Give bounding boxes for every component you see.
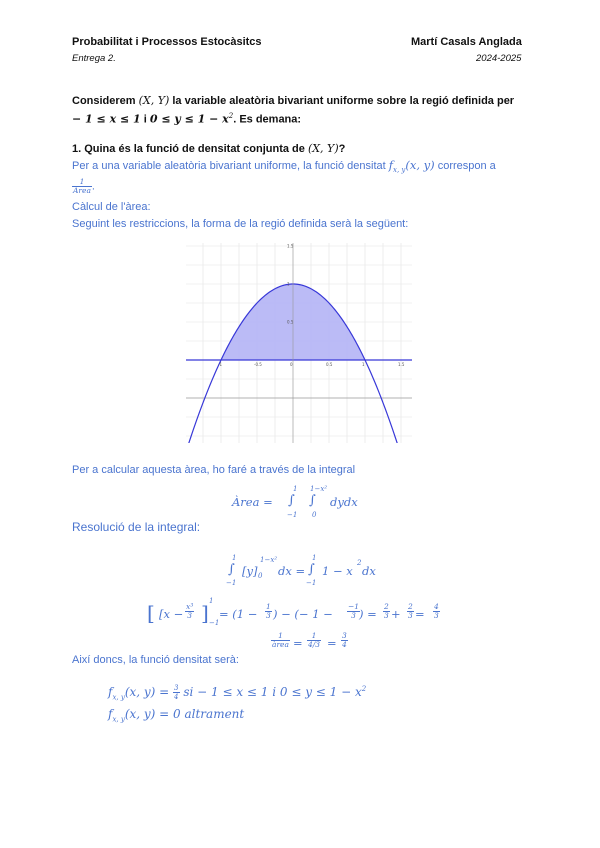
author-name: Martí Casals Anglada xyxy=(411,36,522,48)
course-title: Probabilitat i Processos Estocàsitcs xyxy=(72,36,262,48)
x-tick-label: 0.5 xyxy=(326,362,333,367)
region-plot xyxy=(186,243,412,443)
x-tick-label: 1 xyxy=(362,362,365,367)
integral-intro-text: Per a calcular aquesta àrea, ho faré a través de la integral xyxy=(72,464,356,476)
density-definition-line1: $f_{x, y}(x$, y) = $\frac{3}{4}$ si − 1 ≤ x ≤ 1 i $0 \le y \le 1 - x^2$ xyxy=(108,684,367,702)
inverse-area-equation: 1 àrea = $\frac{1}{4/3}$ = $\frac{3}{4}$ xyxy=(272,631,347,650)
question-1: 1. Quina és la funció de densitat conjunta de (X, Y)? xyxy=(72,142,346,155)
one-over-area-fraction: $\frac{1}{\text{Àrea}}$ . xyxy=(73,177,95,195)
x-tick-label: -0.5 xyxy=(254,362,262,367)
integral-resolution-heading: Resolució de la integral: xyxy=(72,520,201,534)
year-label: 2024-2025 xyxy=(476,53,522,64)
area-integral-equation: Àrea = ∫ 1 −1 ∫ 1−x² 0 dydx xyxy=(232,485,358,519)
problem-statement-line1: Considerem (X, Y) la variable aleatòria bivariant uniforme sobre la regió definida per xyxy=(72,94,515,107)
density-definition-line2: $f_{x, y}(x$, y) = 0 altrament xyxy=(108,707,245,724)
y-tick-label: 0.5 xyxy=(287,319,294,325)
antiderivative-equation: [ [x − $\frac{\text{x³}}{3}$ ] 1 −1 = (1 − $\frac{1}{3}$ ) − (− 1 − $\frac{-1}{3}$ ) = $\frac{2}{3}$ + $\frac{2}{3}$ = $\frac{4}{3}$ xyxy=(147,597,439,627)
y-tick-label: 1.5 xyxy=(287,243,294,249)
density-conclusion-text: Així doncs, la funció densitat serà: xyxy=(72,654,239,666)
y-tick-label: 1 xyxy=(287,281,290,287)
density-intro-text: Per a una variable aleatòria bivariant uniforme, la funció densitat $f_{x, y}(x$, y) correspon a xyxy=(72,158,496,175)
region-shape-text: Seguint les restriccions, la forma de la regió definida serà la següent: xyxy=(72,218,409,230)
delivery-label: Entrega 2. xyxy=(72,53,116,64)
inner-integral-equation: ∫ 1 −1 [y] 0 1−x² dx = ∫ 1 −1 1 − x 2 dx xyxy=(226,554,376,587)
x-tick-label: -1 xyxy=(218,362,222,367)
problem-statement-line2: − 1 ≤ x ≤ 1 i $0 \le y \le 1 - x^2$. Es demana: xyxy=(72,112,302,126)
x-tick-label: 1.5 xyxy=(398,362,405,367)
area-calc-heading: Càlcul de l'àrea: xyxy=(72,201,151,213)
x-tick-label: 0 xyxy=(290,362,293,367)
